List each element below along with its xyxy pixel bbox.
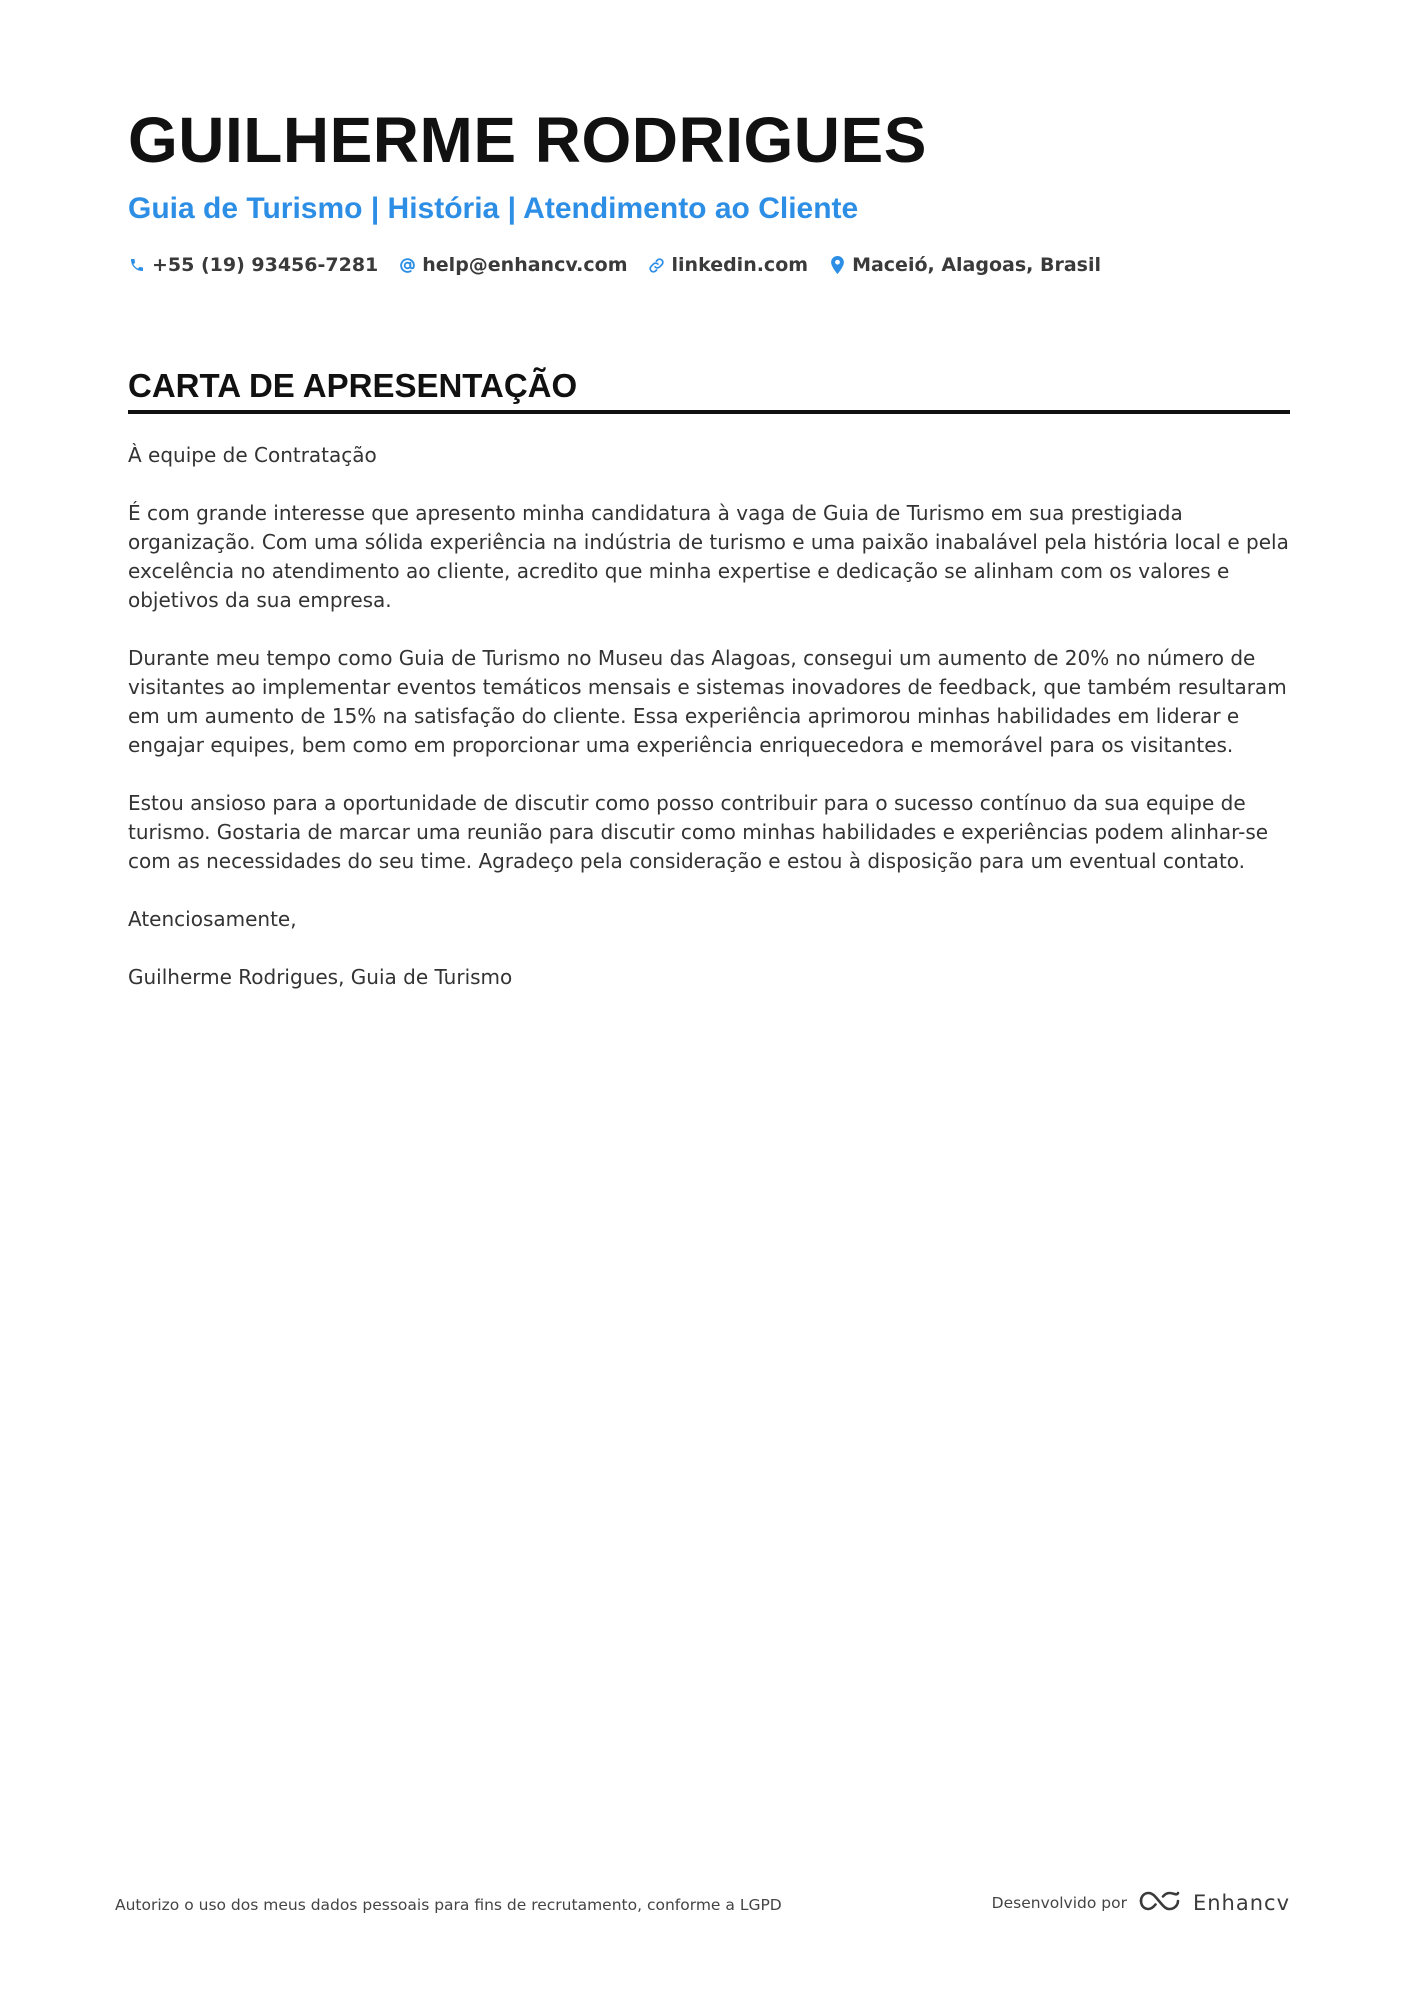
letter-signature: Guilherme Rodrigues, Guia de Turismo bbox=[128, 965, 513, 989]
contact-bar bbox=[128, 254, 1101, 276]
letter-salutation: À equipe de Contratação bbox=[128, 443, 377, 467]
contact-email[interactable] bbox=[398, 254, 627, 276]
footer-consent: Autorizo o uso dos meus dados pessoais para fins de recrutamento, conforme a LGPD bbox=[115, 1896, 782, 1914]
location-pin-icon bbox=[828, 256, 846, 274]
section-divider bbox=[128, 410, 1290, 414]
letter-body bbox=[128, 441, 1294, 1021]
contact-email-text: help@enhancv.com bbox=[422, 254, 628, 276]
contact-phone[interactable] bbox=[128, 254, 378, 276]
letter-closing: Atenciosamente, bbox=[128, 907, 297, 931]
letter-paragraph-2: Durante meu tempo como Guia de Turismo no Museu das Alagoas, consegui um aumento de 20% no número de visitantes ao implementar eventos temáticos mensais e sistemas inovadores de feedback, que também resultaram em um aumento de 15% na satisfação do cliente. Essa experiência aprimorou minhas habilidades em liderar e engajar equipes, bem como em proporcionar uma experiência enriquecedora e memorável para os visitantes. bbox=[128, 646, 1287, 757]
link-icon bbox=[648, 256, 666, 274]
contact-location-text: Maceió, Alagoas, Brasil bbox=[852, 254, 1102, 276]
contact-linkedin[interactable] bbox=[648, 254, 809, 276]
at-icon bbox=[398, 256, 416, 274]
contact-phone-text: +55 (19) 93456-7281 bbox=[152, 254, 379, 276]
contact-linkedin-text: linkedin.com bbox=[671, 254, 809, 276]
enhancv-logo-icon bbox=[1137, 1888, 1183, 1918]
footer-powered-by: Desenvolvido por bbox=[991, 1894, 1127, 1912]
letter-paragraph-1: É com grande interesse que apresento minha candidatura à vaga de Guia de Turismo em sua prestigiada organização. Com uma sólida experiência na indústria de turismo e uma paixão inabalável pela história local e pela excelência no atendimento ao cliente, acredito que minha expertise e dedicação se alinham com os valores e objetivos da sua empresa. bbox=[128, 501, 1289, 612]
contact-location bbox=[828, 254, 1101, 276]
footer-brand-name: Enhancv bbox=[1192, 1891, 1290, 1915]
footer-branding[interactable] bbox=[992, 1888, 1290, 1918]
section-title: CARTA DE APRESENTAÇÃO bbox=[128, 367, 578, 404]
candidate-tagline: Guia de Turismo | História | Atendimento ao Cliente bbox=[128, 192, 859, 225]
phone-icon bbox=[128, 256, 146, 274]
letter-paragraph-3: Estou ansioso para a oportunidade de discutir como posso contribuir para o sucesso contínuo da sua equipe de turismo. Gostaria de marcar uma reunião para discutir como minhas habilidades e experiências podem alinhar-se com as necessidades do seu time. Agradeço pela consideração e estou à disposição para um eventual contato. bbox=[128, 791, 1269, 873]
candidate-name: GUILHERME RODRIGUES bbox=[128, 104, 927, 176]
